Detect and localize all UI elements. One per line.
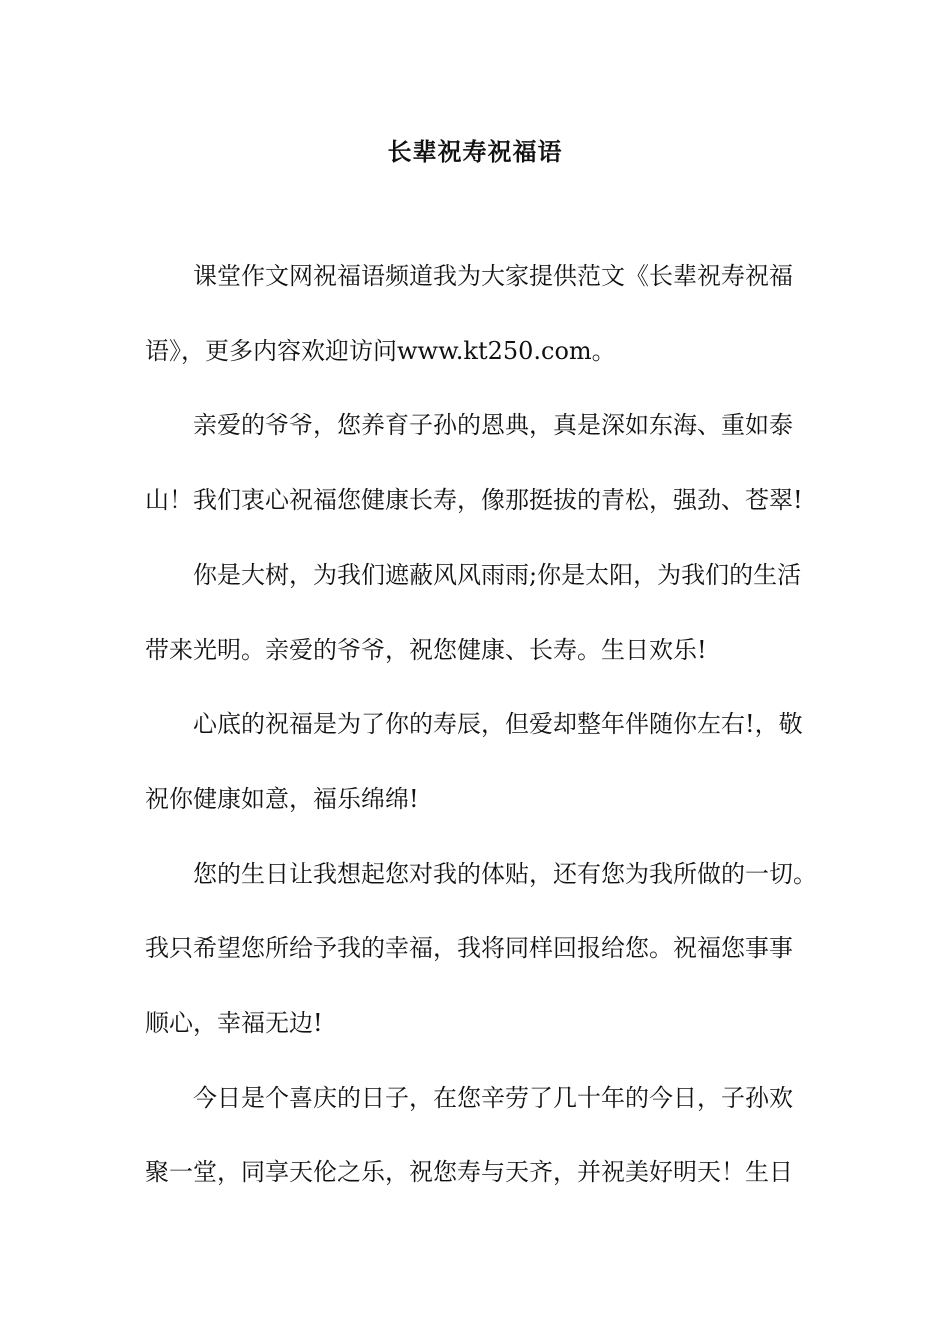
paragraph-6-line-1: 今日是个喜庆的日子，在您辛劳了几十年的今日，子孙欢	[193, 1084, 793, 1112]
paragraph-5-line-2: 我只希望您所给予我的幸福，我将同样回报给您。祝福您事事	[145, 934, 793, 962]
paragraph-4-line-1: 心底的祝福是为了你的寿辰，但爱却整年伴随你左右!，敬	[193, 710, 803, 738]
paragraph-5-line-1: 您的生日让我想起您对我的体贴，还有您为我所做的一切。	[193, 860, 817, 888]
paragraph-2-line-2: 山！我们衷心祝福您健康长寿，像那挺拔的青松，强劲、苍翠!	[145, 486, 803, 514]
paragraph-4-line-2: 祝你健康如意，福乐绵绵!	[145, 785, 419, 813]
paragraph-6-line-2: 聚一堂，同享天伦之乐，祝您寿与天齐，并祝美好明天！生日	[145, 1158, 793, 1186]
paragraph-3-line-2: 带来光明。亲爱的爷爷，祝您健康、长寿。生日欢乐!	[145, 636, 707, 664]
document-title: 长辈祝寿祝福语	[387, 137, 563, 166]
paragraph-5-line-3: 顺心，幸福无边!	[145, 1009, 323, 1037]
paragraph-2-line-1: 亲爱的爷爷，您养育子孙的恩典，真是深如东海、重如泰	[193, 411, 793, 439]
paragraph-3-line-1: 你是大树，为我们遮蔽风风雨雨;你是太阳，为我们的生活	[193, 561, 802, 589]
paragraph-1-line-1: 课堂作文网祝福语频道我为大家提供范文《长辈祝寿祝福	[193, 262, 793, 290]
paragraph-1-line-2: 语》，更多内容欢迎访问www.kt250.com。	[145, 337, 616, 365]
